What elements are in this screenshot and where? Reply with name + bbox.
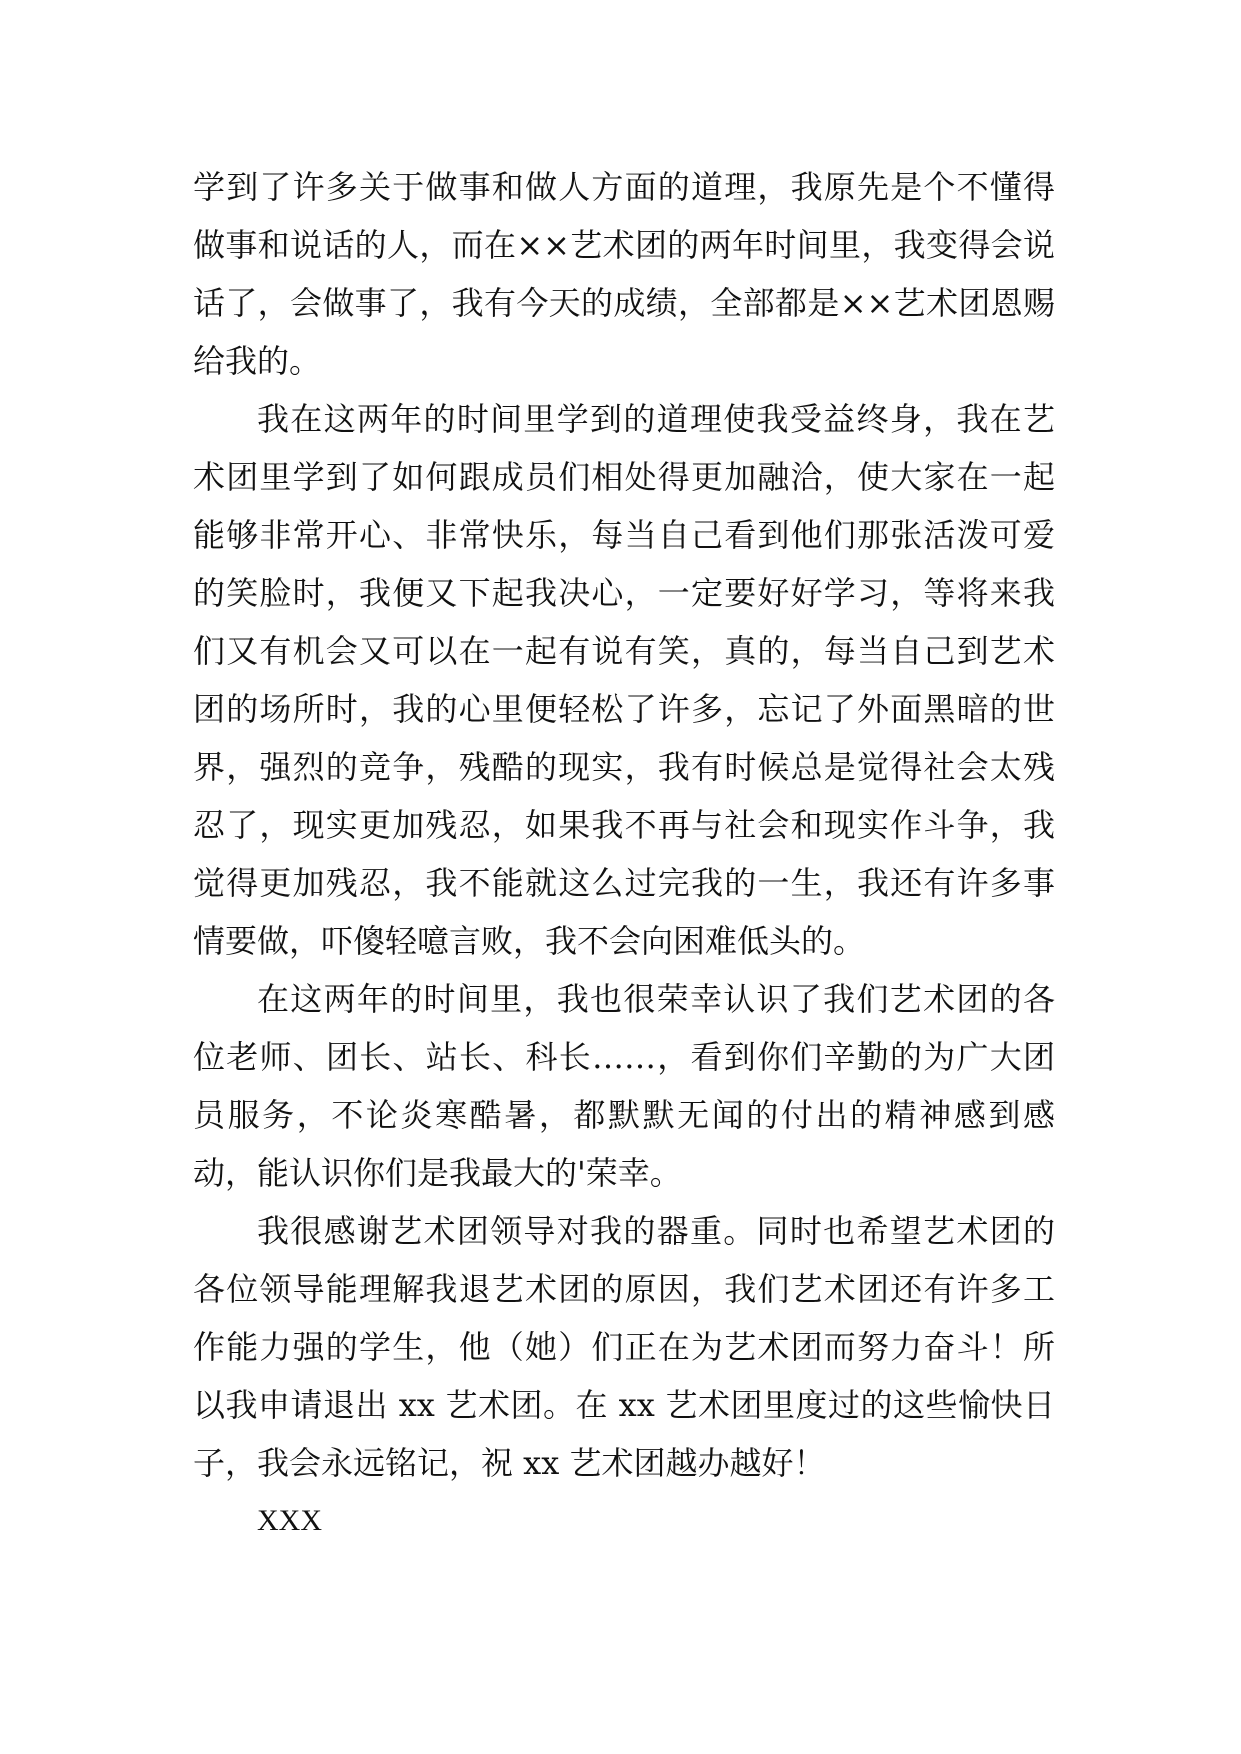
paragraph-two-years-learning: 我在这两年的时间里学到的道理使我受益终身，我在艺术团里学到了如何跟成员们相处得更加融洽，使大家在一起能够非常开心、非常快乐，每当自己看到他们那张活泼可爱的笑脸时，我便又下起我决心，一定要好好学习，等将来我们又有机会又可以在一起有说有笑，真的，每当自己到艺术团的场所时，我的心里便轻松了许多，忘记了外面黑暗的世界，强烈的竞争，残酷的现实，我有时候总是觉得社会太残忍了，现实更加残忍，如果我不再与社会和现实作斗争，我觉得更加残忍，我不能就这么过完我的一生，我还有许多事情要做，吓傻轻噫言败，我不会向困难低头的。	[193, 400, 1055, 960]
paragraph-resignation: 我很感谢艺术团领导对我的器重。同时也希望艺术团的各位领导能理解我退艺术团的原因，我们艺术团还有许多工作能力强的学生，他（她）们正在为艺术团而努力奋斗！所以我申请退出 xx 艺术团。在 xx 艺术团里度过的这些愉快日子，我会永远铭记，祝 xx 艺术团越办越好！	[193, 1212, 1055, 1482]
paragraph-continuation: 学到了许多关于做事和做人方面的道理，我原先是个不懂得做事和说话的人，而在××艺术团的两年时间里，我变得会说话了，会做事了，我有今天的成绩，全部都是××艺术团恩赐给我的。	[193, 168, 1055, 380]
paragraph-teachers-gratitude: 在这两年的时间里，我也很荣幸认识了我们艺术团的各位老师、团长、站长、科长……，看到你们辛勤的为广大团员服务，不论炎寒酷暑，都默默无闻的付出的精神感到感动，能认识你们是我最大的'荣幸。	[193, 980, 1055, 1192]
document-body	[193, 158, 1055, 1550]
signature: XXX	[257, 1504, 322, 1537]
